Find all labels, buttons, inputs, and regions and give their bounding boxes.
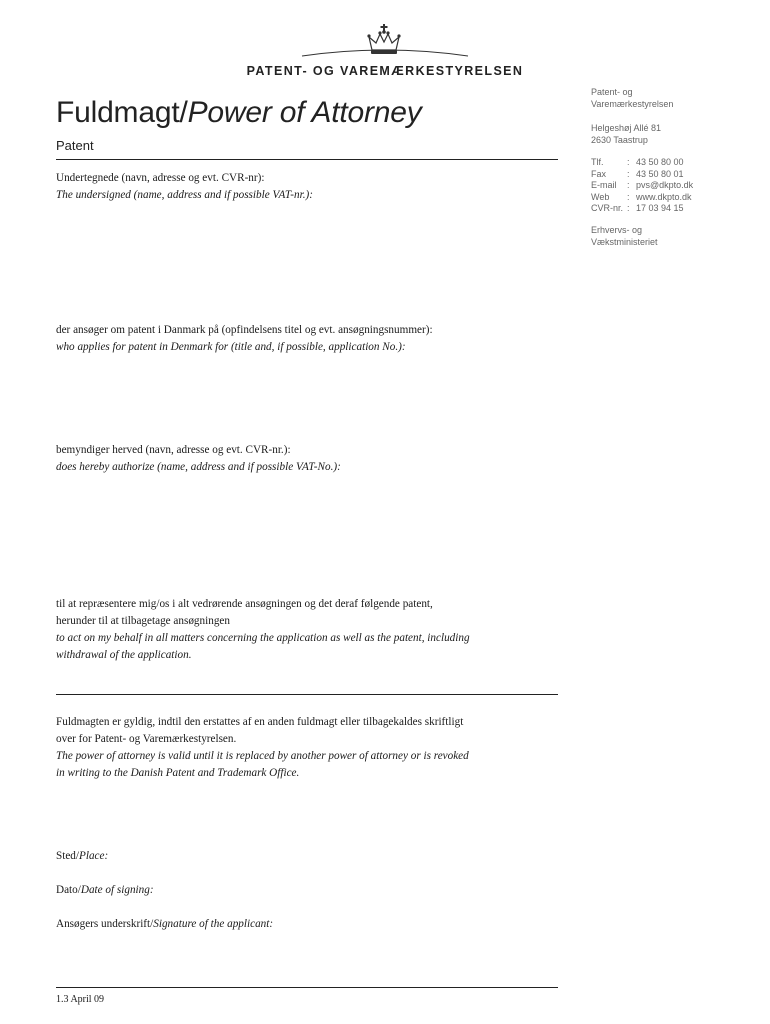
contact-row-cvr xyxy=(591,203,693,215)
applies-label-da: der ansøger om patent i Danmark på (opfindelsens titel og evt. ansøgningsnummer): xyxy=(56,324,433,336)
validity-text-en: in writing to the Danish Patent and Trademark Office. xyxy=(56,767,300,779)
authorize-section xyxy=(56,442,341,476)
contact-separator: : xyxy=(627,203,630,213)
crown-logo-icon xyxy=(300,22,470,62)
contact-label: Fax xyxy=(591,168,607,179)
contact-label: E-mail xyxy=(591,180,617,190)
agency-name-header: PATENT- OG VAREMÆRKESTYRELSEN xyxy=(246,64,524,78)
contact-separator: : xyxy=(627,191,630,202)
sidebar-address xyxy=(591,123,661,146)
contact-label: Tlf. xyxy=(591,157,604,167)
undersigned-label-da: Undertegnede (navn, adresse og evt. CVR-nr): xyxy=(56,172,265,184)
page-title xyxy=(56,96,422,130)
date-label-da: Dato/ xyxy=(56,884,81,896)
signature-label-da: Ansøgers underskrift/ xyxy=(56,918,154,930)
contact-value: 17 03 94 15 xyxy=(636,203,684,213)
representation-section xyxy=(56,596,470,664)
contact-value: 43 50 80 00 xyxy=(636,157,684,167)
place-label-da: Sted/ xyxy=(56,850,79,862)
footer-divider xyxy=(56,987,558,988)
sidebar-agency-line: Varemærkestyrelsen xyxy=(591,98,674,109)
date-field xyxy=(56,884,154,896)
signature-label-en: Signature of the applicant: xyxy=(153,918,274,930)
contact-value: pvs@dkpto.dk xyxy=(636,180,694,190)
application-section xyxy=(56,322,433,356)
contact-separator: : xyxy=(627,180,630,190)
represent-text-en: to act on my behalf in all matters concerning the application as well as the patent, including xyxy=(56,632,470,644)
validity-text-da: Fuldmagten er gyldig, indtil den erstattes af en anden fuldmagt eller tilbagekaldes skriftligt xyxy=(56,716,464,728)
applies-label-en: who applies for patent in Denmark for (title and, if possible, application No.): xyxy=(56,341,406,353)
validity-text-en: The power of attorney is valid until it is replaced by another power of attorney or is revoked xyxy=(56,750,469,762)
ministry-line: Vækstministeriet xyxy=(591,236,658,247)
form-version: 1.3 April 09 xyxy=(56,994,105,1005)
undersigned-label-en: The undersigned (name, address and if possible VAT-nr.): xyxy=(56,189,313,201)
address-city: 2630 Taastrup xyxy=(591,134,648,145)
represent-text-en: withdrawal of the application. xyxy=(56,649,192,661)
authorize-label-en: does hereby authorize (name, address and if possible VAT-No.): xyxy=(56,461,341,473)
contact-label: CVR-nr. xyxy=(591,203,624,213)
title-english: Power of Attorney xyxy=(187,96,422,129)
address-street: Helgeshøj Allé 81 xyxy=(591,123,662,133)
sidebar-agency xyxy=(591,87,673,110)
place-field xyxy=(56,850,108,862)
contact-label: Web xyxy=(591,191,610,202)
contact-row-fax xyxy=(591,169,693,181)
sidebar-contacts xyxy=(591,157,693,215)
contact-separator: : xyxy=(627,157,630,167)
contact-value: 43 50 80 01 xyxy=(636,168,684,179)
signature-field xyxy=(56,918,273,930)
validity-text-da: over for Patent- og Varemærkestyrelsen. xyxy=(56,733,237,745)
contact-value: www.dkpto.dk xyxy=(636,191,692,202)
validity-section xyxy=(56,714,469,782)
header-divider xyxy=(56,159,558,160)
place-label-en: Place: xyxy=(79,850,109,862)
represent-text-da: herunder til at tilbagetage ansøgningen xyxy=(56,615,230,627)
contact-separator: : xyxy=(627,168,630,179)
contact-row-phone xyxy=(591,157,693,169)
sidebar-ministry xyxy=(591,225,658,248)
title-danish: Fuldmagt xyxy=(56,96,180,129)
contact-row-web xyxy=(591,192,693,204)
represent-text-da: til at repræsentere mig/os i alt vedrørende ansøgningen og det deraf følgende patent, xyxy=(56,598,433,610)
sidebar-agency-line: Patent- og xyxy=(591,87,633,97)
undersigned-section xyxy=(56,170,313,204)
ministry-line: Erhvervs- og xyxy=(591,225,643,235)
document-subtitle: Patent xyxy=(56,138,94,153)
title-separator: / xyxy=(179,96,188,129)
section-divider xyxy=(56,694,558,695)
contact-row-email xyxy=(591,180,693,192)
authorize-label-da: bemyndiger herved (navn, adresse og evt. CVR-nr.): xyxy=(56,444,291,456)
date-label-en: Date of signing: xyxy=(80,884,154,896)
